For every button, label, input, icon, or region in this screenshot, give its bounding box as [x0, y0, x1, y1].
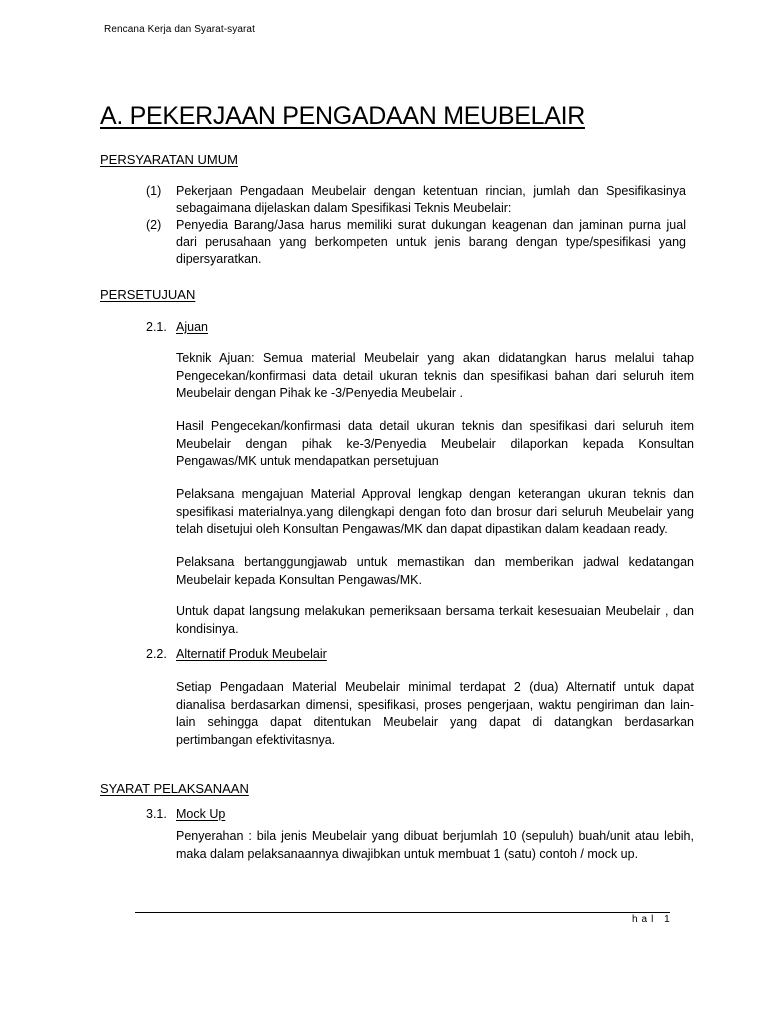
subsection-number: 3.1.: [146, 807, 167, 821]
general-requirements-list: [146, 183, 686, 268]
paragraph: Hasil Pengecekan/konfirmasi data detail ukuran teknis dan spesifikasi dari seluruh item Meubelair dengan pihak ke-3/Penyedia Meubelair dilaporkan kepada Konsultan Pengawas/MK untuk mendapatkan persetujuan: [176, 419, 694, 468]
subsection-number: 2.2.: [146, 647, 167, 661]
list-item-text: Pekerjaan Pengadaan Meubelair dengan ketentuan rincian, jumlah dan Spesifikasinya sebagaimana dijelaskan dalam Spesifikasi Teknis Meubelair:: [176, 184, 686, 215]
subsection-heading-3-1: [146, 807, 225, 821]
list-item: [146, 217, 686, 268]
paragraph: Untuk dapat langsung melakukan pemeriksaan bersama terkait kesesuaian Meubelair , dan kondisinya.: [176, 604, 694, 636]
list-item: [146, 183, 686, 217]
paragraph: Setiap Pengadaan Material Meubelair minimal terdapat 2 (dua) Alternatif untuk dapat dianalisa berdasarkan dimensi, spesifikasi, proses pengerjaan, waktu pengiriman dan lain-lain sehingga dapat ditentukan Meubelair yang dapat di datangkan berdasarkan pertimbangan efektivitasnya.: [176, 680, 694, 747]
page-title: A. PEKERJAAN PENGADAAN MEUBELAIR: [100, 102, 585, 130]
subsection-heading-2-1: [146, 320, 208, 334]
running-header: Rencana Kerja dan Syarat-syarat: [104, 24, 255, 35]
page-number: hal 1: [632, 914, 674, 925]
subsection-title: Alternatif Produk Meubelair: [176, 647, 327, 661]
subsection-number: 2.1.: [146, 320, 167, 334]
list-marker: (2): [146, 218, 162, 232]
subsection-heading-2-2: [146, 647, 327, 661]
subsection-title: Ajuan: [176, 320, 208, 334]
section-heading-approval: PERSETUJUAN: [100, 287, 196, 302]
list-marker: (1): [146, 184, 162, 198]
paragraph: Teknik Ajuan: Semua material Meubelair yang akan didatangkan harus melalui tahap Pengecekan/konfirmasi data detail ukuran teknis dan spesifikasi bahan dari seluruh item Meubelair dengan Pihak ke -3/Penyedia Meubelair .: [176, 351, 694, 400]
paragraph: Penyerahan : bila jenis Meubelair yang dibuat berjumlah 10 (sepuluh) buah/unit atau lebih, maka dalam pelaksanaannya diwajibkan untuk membuat 1 (satu) contoh / mock up.: [176, 829, 694, 861]
section-heading-execution: SYARAT PELAKSANAAN: [100, 781, 249, 796]
list-item-text: Penyedia Barang/Jasa harus memiliki surat dukungan keagenan dan jaminan purna jual dari perusahaan yang berkompeten untuk jenis barang dengan type/spesifikasi yang dipersyaratkan.: [176, 218, 686, 266]
paragraph: Pelaksana mengajuan Material Approval lengkap dengan keterangan ukuran teknis dan spesifikasi materialnya.yang dilengkapi dengan foto dan brosur dari seluruh Meubelair yang telah disetujui oleh Konsultan Pengawas/MK dan dapat dipastikan dalam keadaan ready.: [176, 487, 694, 536]
footer-divider: [135, 912, 670, 913]
section-heading-general: PERSYARATAN UMUM: [100, 152, 238, 167]
subsection-title: Mock Up: [176, 807, 226, 821]
paragraph: Pelaksana bertanggungjawab untuk memastikan dan memberikan jadwal kedatangan Meubelair kepada Konsultan Pengawas/MK.: [176, 555, 694, 587]
